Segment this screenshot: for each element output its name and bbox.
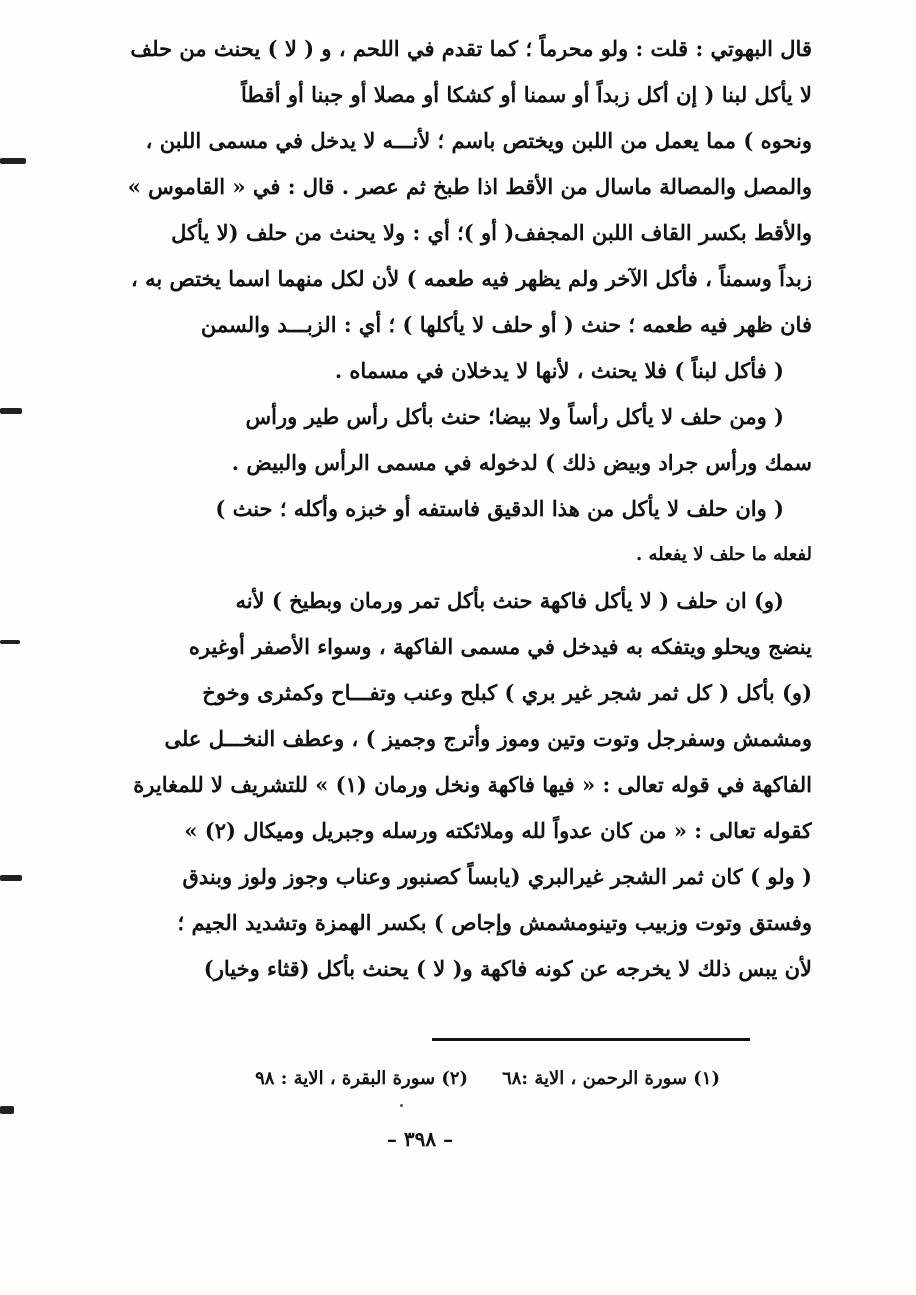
text-line-17: الفاكهة في قوله تعالى : « فيها فاكهة ونخل ورمان (١) » للتشريف لا للمغايرة [133, 772, 812, 797]
text-line-6: زبداً وسمناً ، فأكل الآخر ولم يظهر فيه طعمه ) لأن لكل منهما اسما يختص به ، [130, 266, 812, 291]
text-line-14: ينضج ويحلو ويتفكه به فيدخل في مسمى الفاكهة ، وسواء الأصفر أوغيره [188, 634, 812, 659]
text-line-13: (و) ان حلف ( لا يأكل فاكهة حنث بأكل تمر ورمان وبطيخ ) لأنه [235, 588, 784, 613]
text-line-15: (و) بأكل ( كل ثمر شجر غير بري ) كبلح وعنب وتفـــاح وكمثرى وخوخ [202, 680, 812, 705]
footnote-divider [432, 1038, 750, 1041]
footnote-2: (٢) سورة البقرة ، الاية : ٩٨ [255, 1068, 469, 1089]
text-line-21: لأن يبس ذلك لا يخرجه عن كونه فاكهة و( لا ) يحنث بأكل (قثاء وخيار) [203, 956, 812, 981]
page-number: – ٣٩٨ – [386, 1127, 454, 1151]
text-line-19: ( ولو ) كان ثمر الشجر غيرالبري (يابساً كصنبور وعناب وجوز ولوز وبندق [182, 864, 812, 889]
text-line-5: والأقط بكسر القاف اللبن المجفف( أو )؛ أي : ولا يحنث من حلف (لا يأكل [171, 220, 812, 245]
text-line-16: ومشمش وسفرجل وتوت وتين وموز وأترج وجميز ) ، وعطف النخـــل على [164, 726, 812, 751]
text-line-2: لا يأكل لبنا ( إن أكل زبداً أو سمنا أو كشكا أو مصلا أو جبنا أو أقطاً [241, 82, 812, 107]
scan-speck [400, 1104, 403, 1107]
margin-mark [0, 1106, 14, 1114]
text-line-10: سمك ورأس جراد وبيض ذلك ) لدخوله في مسمى الرأس والبيض . [231, 450, 812, 475]
margin-mark [0, 158, 26, 164]
text-line-20: وفستق وتوت وزبيب وتينومشمش وإجاص ) بكسر الهمزة وتشديد الجيم ؛ [177, 910, 812, 935]
text-line-4: والمصل والمصالة ماسال من الأقط اذا طبخ ثم عصر . قال : في « القاموس » [127, 174, 812, 199]
margin-mark [0, 640, 20, 644]
footnote-1: (١) سورة الرحمن ، الاية :٦٨ [502, 1068, 720, 1089]
text-line-18: كقوله تعالى : « من كان عدواً لله وملائكته ورسله وجبريل وميكال (٢) » [184, 818, 812, 843]
text-line-3: ونحوه ) مما يعمل من اللبن ويختص باسم ؛ لأنـــه لا يدخل في مسمى اللبن ، [145, 128, 812, 153]
text-line-1: قال البهوتي : قلت : ولو محرماً ؛ كما تقدم في اللحم ، و ( لا ) يحنث من حلف [130, 36, 812, 61]
text-line-8: ( فأكل لبناً ) فلا يحنث ، لأنها لا يدخلان في مسماه . [334, 358, 784, 383]
text-line-12: لفعله ما حلف لا يفعله . [635, 544, 812, 565]
footnotes [160, 1062, 720, 1096]
text-line-9: ( ومن حلف لا يأكل رأساً ولا بيضا؛ حنث بأكل رأس طير ورأس [245, 404, 784, 429]
body-text [112, 26, 812, 992]
margin-mark [0, 408, 22, 414]
text-line-11: ( وان حلف لا يأكل من هذا الدقيق فاستفه أو خبزه وأكله ؛ حنث ) [215, 496, 784, 521]
text-line-7: فان ظهر فيه طعمه ؛ حنث ( أو حلف لا يأكلها ) ؛ أي : الزبـــد والسمن [200, 312, 812, 337]
margin-mark [0, 875, 22, 881]
